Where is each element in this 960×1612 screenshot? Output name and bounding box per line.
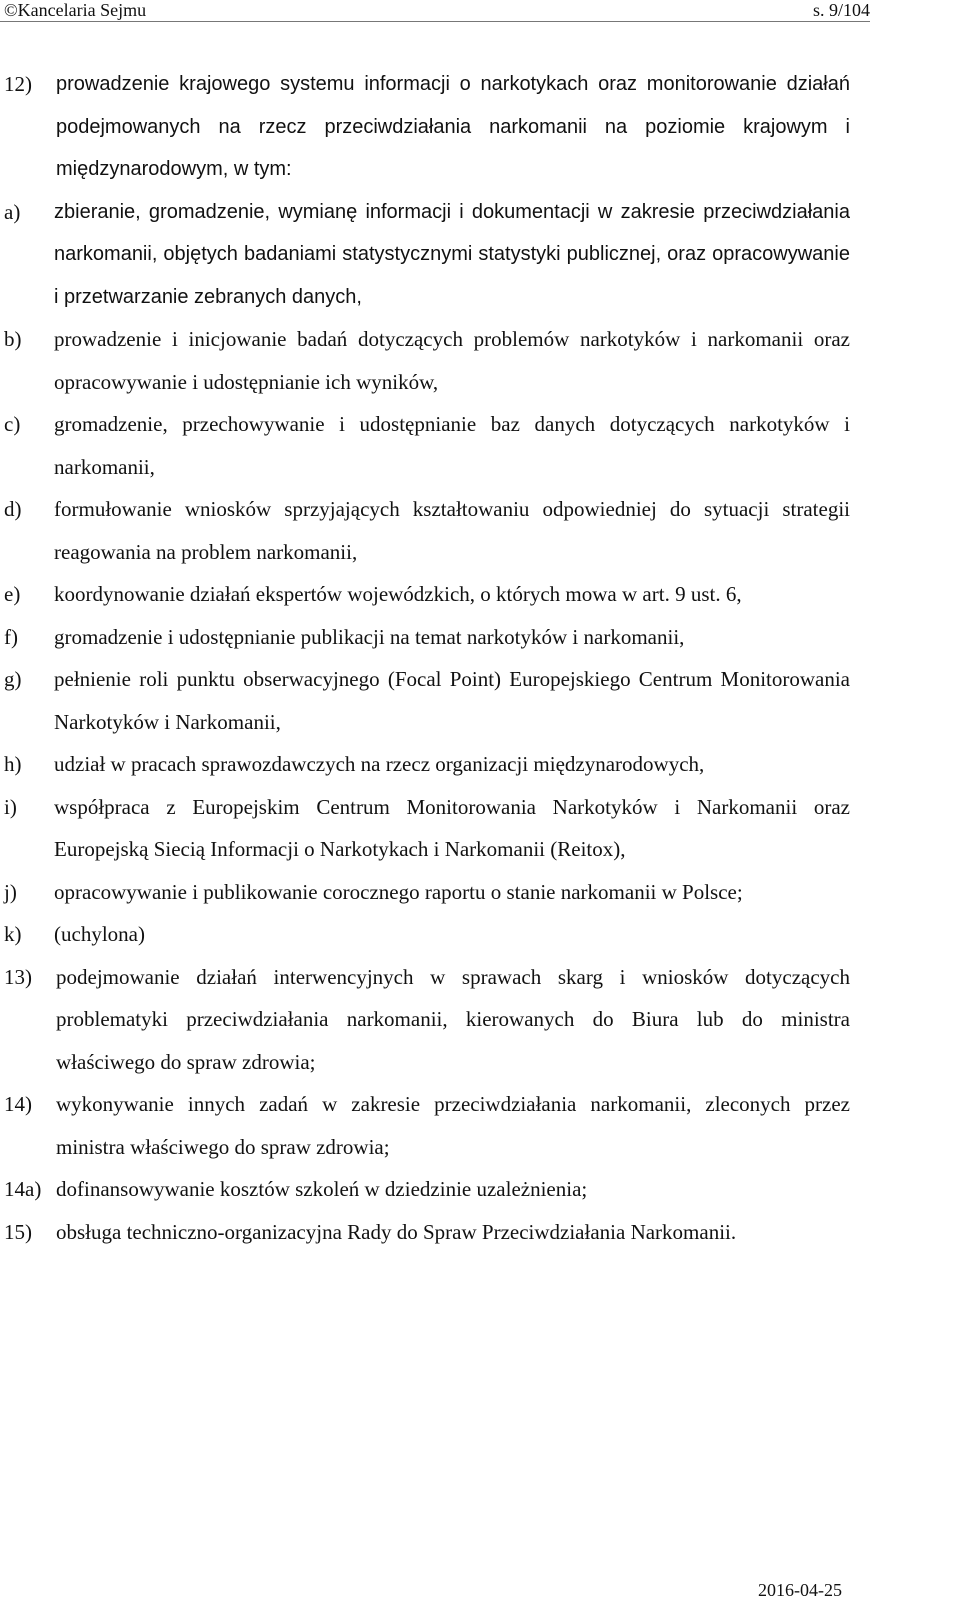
subitem-k — [4, 913, 850, 956]
item-text-main: prowadzenie krajowego systemu informacji o narkotykach oraz monitorowanie działań podejmowanych na rzecz przeciwdziałania narkomanii na poziomie krajowym i międzynarodowym, w tym: — [56, 73, 850, 180]
subitem-f — [4, 616, 850, 659]
subitem-a — [4, 191, 850, 319]
subitem-text: prowadzenie i inicjowanie badań dotyczących problemów narkotyków i narkomanii oraz opracowywanie i udostępnianie ich wyników, — [54, 327, 850, 394]
item-number: 12) — [4, 72, 32, 96]
subitem-letter: g) — [4, 667, 22, 691]
subitem-letter: f) — [4, 624, 18, 649]
subitem-text: koordynowanie działań ekspertów wojewódzkich, o których mowa w art. 9 ust. 6, — [54, 582, 742, 606]
item-number: 14a) — [4, 1177, 42, 1201]
subitem-text: formułowanie wniosków sprzyjających kształtowaniu odpowiedniej do sytuacji strategii reagowania na problem narkomanii, — [54, 497, 850, 564]
list-item-14a — [4, 1168, 850, 1211]
page-number: s. 9/104 — [812, 0, 870, 20]
list-item-12 — [4, 63, 850, 956]
copyright-label: ©Kancelaria Sejmu — [4, 0, 147, 20]
subitem-b — [4, 318, 850, 403]
document-body — [4, 63, 850, 1253]
subitem-letter: c) — [4, 412, 21, 436]
subitem-g — [4, 658, 850, 743]
subitem-c — [4, 403, 850, 488]
subitem-letter: a) — [4, 199, 21, 224]
subitem-text: udział w pracach sprawozdawczych na rzecz organizacji międzynarodowych, — [54, 752, 705, 776]
item-number: 15) — [4, 1219, 32, 1244]
item-text: obsługa techniczno-organizacyjna Rady do Spraw Przeciwdziałania Narkomanii. — [56, 1219, 737, 1244]
subitem-d — [4, 488, 850, 573]
page-header — [0, 0, 960, 22]
subitem-text: współpraca z Europejskim Centrum Monitorowania Narkotyków i Narkomanii oraz Europejską Siecią Informacji o Narkotykach i Narkomanii (Reitox), — [54, 794, 850, 861]
subitem-j — [4, 871, 850, 914]
list-item-15 — [4, 1211, 850, 1254]
subitem-text: gromadzenie i udostępnianie publikacji na temat narkotyków i narkomanii, — [54, 624, 685, 649]
subitem-letter: b) — [4, 327, 22, 351]
subitem-letter: j) — [4, 879, 17, 904]
footer-date: 2016-04-25 — [758, 1580, 842, 1600]
subitem-letter: h) — [4, 752, 22, 776]
subitem-letter: k) — [4, 922, 22, 946]
subitem-text: zbieranie, gromadzenie, wymianę informacji i dokumentacji w zakresie przeciwdziałania narkomanii, objętych badaniami statystycznymi statystyki publicznej, oraz opracowywanie i przetwarzanie zebranych danych, — [54, 200, 850, 308]
list-item-13 — [4, 956, 850, 1084]
header-divider — [0, 21, 870, 22]
subitem-text: pełnienie roli punktu obserwacyjnego (Focal Point) Europejskiego Centrum Monitorowania Narkotyków i Narkomanii, — [54, 667, 850, 734]
item-text: wykonywanie innych zadań w zakresie przeciwdziałania narkomanii, zleconych przez ministra właściwego do spraw zdrowia; — [56, 1092, 850, 1159]
subitem-text: gromadzenie, przechowywanie i udostępnianie baz danych dotyczących narkotyków i narkomanii, — [54, 412, 850, 479]
item-text: dofinansowywanie kosztów szkoleń w dziedzinie uzależnienia; — [56, 1177, 588, 1201]
subitem-letter: i) — [4, 794, 17, 819]
subitem-text: opracowywanie i publikowanie corocznego raportu o stanie narkomanii w Polsce; — [54, 879, 743, 904]
subitem-i — [4, 786, 850, 871]
subitem-letter: e) — [4, 582, 21, 606]
subitem-e — [4, 573, 850, 616]
list-item-14 — [4, 1083, 850, 1168]
item-number: 13) — [4, 964, 32, 989]
subitem-h — [4, 743, 850, 786]
subitem-text: (uchylona) — [54, 922, 145, 946]
item-number: 14) — [4, 1092, 32, 1116]
item-text: podejmowanie działań interwencyjnych w sprawach skarg i wniosków dotyczących problematyki przeciwdziałania narkomanii, kierowanych do Biura lub do ministra właściwego do spraw zdrowia; — [56, 964, 850, 1074]
subitem-letter: d) — [4, 497, 22, 521]
